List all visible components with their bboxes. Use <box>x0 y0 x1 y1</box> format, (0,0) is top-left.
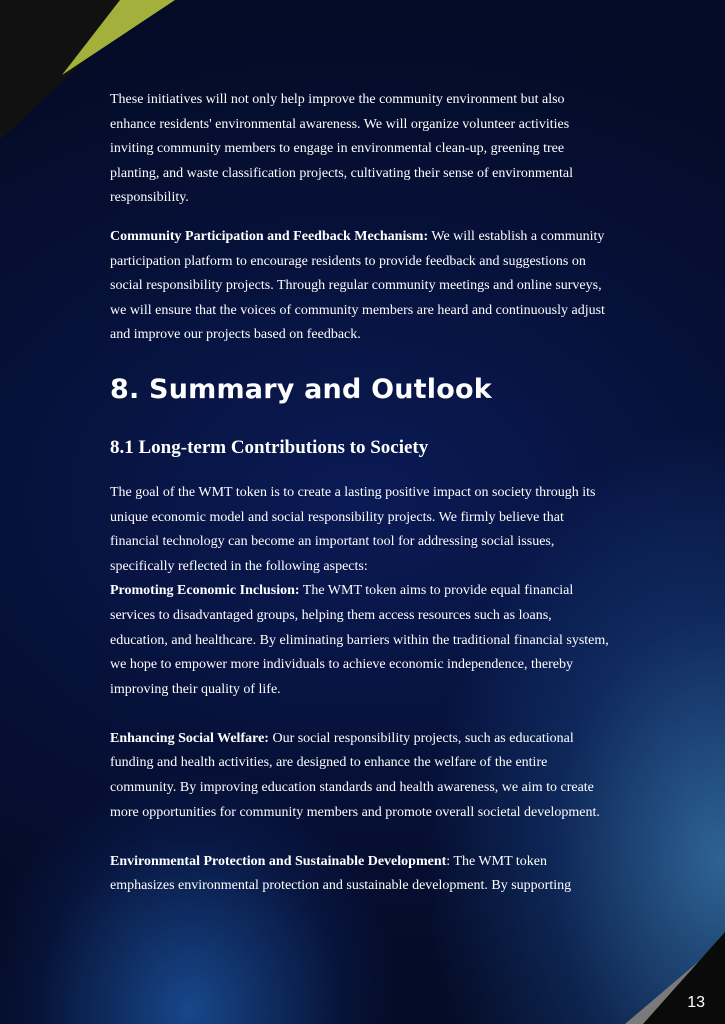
paragraph-lead: Community Participation and Feedback Mechanism: <box>110 228 429 244</box>
page-number: 13 <box>687 994 705 1011</box>
list-item-title: Promoting Economic Inclusion: <box>110 583 300 599</box>
subsection-heading: 8.1 Long-term Contributions to Society <box>110 436 429 458</box>
paragraph-community-participation <box>110 225 610 348</box>
list-item <box>110 579 610 702</box>
paragraph-intro: The goal of the WMT token is to create a lasting positive impact on society through its unique economic model and social responsibility projects. We firmly believe that financial technology can become an important tool for addressing social issues, specifically reflected in the following aspects: <box>110 484 596 574</box>
paragraph-body: We will establish a community participation platform to encourage residents to provide feedback and suggestions on social responsibility projects. Through regular community meetings and online surveys, we will ensure that the voices of community members are heard and continuously adjust and improve our projects based on feedback. <box>110 228 605 343</box>
page-content <box>110 88 610 899</box>
section-heading: 8. Summary and Outlook <box>110 373 492 405</box>
list-item-text: : The WMT token emphasizes environmental protection and sustainable development. By supporting <box>110 853 572 894</box>
list-item-text: The WMT token aims to provide equal financial services to disadvantaged groups, helping them access resources such as loans, education, and healthcare. By eliminating barriers within the traditional financial system, we hope to empower more individuals to achieve economic independence, thereby improving their quality of life. <box>110 583 609 697</box>
list-item-title: Environmental Protection and Sustainable Development <box>110 853 447 869</box>
list-item <box>110 727 610 825</box>
list-item-title: Enhancing Social Welfare: <box>110 730 269 746</box>
list-item <box>110 850 610 899</box>
paragraph-initiatives: These initiatives will not only help improve the community environment but also enhance residents' environmental awareness. We will organize volunteer activities inviting community members to engage in environmental clean-up, greening tree planting, and waste classification projects, cultivating their sense of environmental responsibility. <box>110 92 574 206</box>
list-item-text: Our social responsibility projects, such as educational funding and health activities, are designed to enhance the welfare of the entire community. By improving education standards and health awareness, we aim to create more opportunities for community members and promote overall societal development. <box>110 730 600 820</box>
